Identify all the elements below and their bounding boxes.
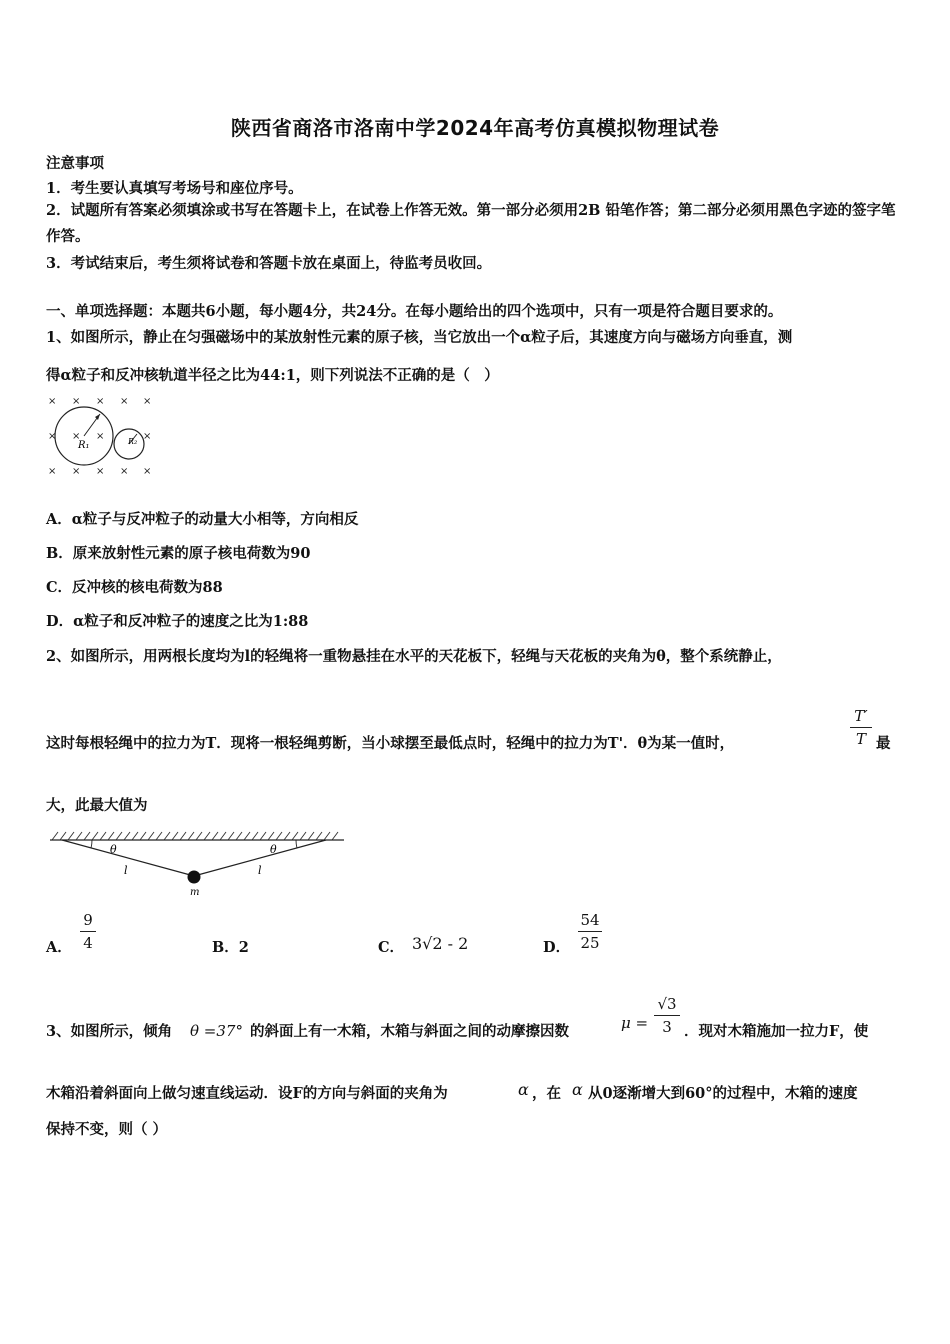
q3-stem-part-b: 的斜面上有一木箱，木箱与斜面之间的动摩擦因数	[250, 1023, 569, 1040]
notice-item-2: 2．试题所有答案必须填涂或书写在答题卡上，在试卷上作答无效。第一部分必须用2B 铅笔作答；第二部分必须用黑色字迹的签字笔作答。	[46, 202, 896, 245]
svg-text:×: ×	[72, 466, 81, 477]
svg-text:×: ×	[48, 396, 57, 407]
q3-alpha-2: α	[572, 1080, 583, 1099]
q2-figure	[48, 828, 346, 898]
q2-option-b: B．2	[212, 939, 249, 956]
label-m: m	[190, 887, 200, 898]
svg-text:×: ×	[120, 396, 129, 407]
q2-stem-line1: 2、如图所示，用两根长度均为l的轻绳将一重物悬挂在水平的天花板下，轻绳与天花板的夹角为θ，整个系统静止，	[46, 648, 782, 665]
q3-stem-line2-b: ，在	[532, 1085, 561, 1102]
label-r1: R₁	[78, 440, 90, 451]
left-rope	[62, 840, 194, 876]
q1-figure	[44, 392, 156, 478]
q3-stem-part-c: ．现对木箱施加一拉力F，使	[684, 1023, 869, 1040]
svg-text:×: ×	[48, 466, 57, 477]
q3-stem-line2-c: 从0逐渐增大到60°的过程中，木箱的速度	[588, 1085, 858, 1102]
q2-option-c-label: C．	[378, 939, 405, 956]
section-heading: 一、单项选择题：本题共6小题，每小题4分，共24分。在每小题给出的四个选项中，只有一项是符合题目要求的。	[46, 303, 783, 320]
page-title: 陕西省商洛市洛南中学2024年高考仿真模拟物理试卷	[230, 116, 720, 140]
ratio-numerator: T′	[854, 707, 868, 725]
svg-text:×: ×	[120, 466, 129, 477]
q3-mu-fraction: √3 3	[654, 994, 680, 1037]
label-r2: R₂	[128, 437, 138, 446]
svg-text:×: ×	[143, 466, 152, 477]
svg-text:×: ×	[143, 396, 152, 407]
svg-text:×: ×	[143, 431, 152, 442]
q1-option-d: D．α粒子和反冲粒子的速度之比为1:88	[46, 613, 309, 630]
q1-stem-line2: 得α粒子和反冲核轨道半径之比为44:1，则下列说法不正确的是（ ）	[46, 367, 499, 384]
q3-stem-part-a: 3、如图所示，倾角	[46, 1023, 173, 1040]
q2-stem-line2-end: 最	[876, 735, 891, 752]
notice-item-3: 3．考试结束后，考生须将试卷和答题卡放在桌面上，待监考员收回。	[46, 255, 492, 272]
q1-option-b: B．原来放射性元素的原子核电荷数为90	[46, 545, 311, 562]
q2-option-d-fraction: 54 25	[578, 910, 602, 953]
ceiling-hatch	[52, 832, 338, 840]
q2-stem-line2: 这时每根轻绳中的拉力为T．现将一根轻绳剪断，当小球摆至最低点时，轻绳中的拉力为T'．θ为某一值时，	[46, 735, 735, 752]
q2-ratio-fraction	[850, 706, 872, 749]
q2-option-a-fraction: 9 4	[80, 910, 96, 953]
svg-text:×: ×	[48, 431, 57, 442]
label-theta-right: θ	[270, 843, 277, 856]
svg-text:×: ×	[72, 396, 81, 407]
q2-option-c-expr: 3√2 - 2	[412, 934, 469, 953]
hanging-mass	[188, 871, 201, 884]
q2-stem-line3: 大，此最大值为	[46, 797, 148, 814]
q2-option-a-label: A．	[46, 939, 72, 956]
q3-alpha-1: α	[518, 1080, 529, 1099]
q3-theta-expr: θ =37°	[190, 1022, 243, 1040]
q3-mu-label: μ =	[621, 1014, 649, 1032]
label-l-right: l	[258, 864, 262, 877]
ratio-denominator: T	[855, 730, 866, 748]
label-l-left: l	[124, 864, 128, 877]
svg-text:×: ×	[96, 396, 105, 407]
notice-item-1: 1．考生要认真填写考场号和座位序号。	[46, 180, 303, 197]
q2-option-d-label: D．	[543, 939, 571, 956]
q3-stem-line2-a: 木箱沿着斜面向上做匀速直线运动．设F的方向与斜面的夹角为	[46, 1085, 448, 1102]
svg-text:×: ×	[96, 466, 105, 477]
q1-stem-line1: 1、如图所示，静止在匀强磁场中的某放射性元素的原子核，当它放出一个α粒子后，其速度方向与磁场方向垂直，测	[46, 329, 793, 346]
svg-text:×: ×	[72, 431, 81, 442]
notice-heading: 注意事项	[46, 155, 104, 172]
label-theta-left: θ	[110, 843, 117, 856]
q3-stem-line3: 保持不变，则（ ）	[46, 1121, 168, 1138]
q1-option-a: A．α粒子与反冲粒子的动量大小相等，方向相反	[46, 511, 359, 528]
q1-option-c: C．反冲核的核电荷数为88	[46, 579, 223, 596]
svg-text:×: ×	[96, 431, 105, 442]
